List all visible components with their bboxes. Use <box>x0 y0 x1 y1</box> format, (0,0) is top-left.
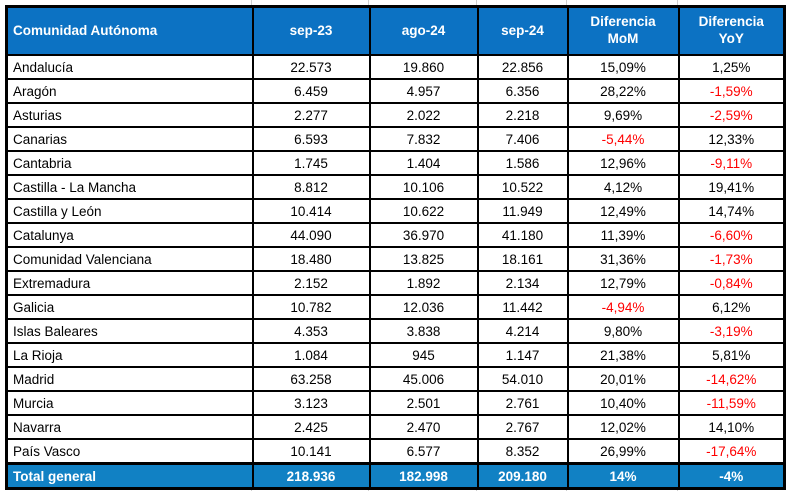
pct-cell[interactable]: 9,80% <box>568 319 679 343</box>
region-name-cell[interactable]: Catalunya <box>7 223 253 247</box>
region-name-cell[interactable]: Navarra <box>7 415 253 439</box>
region-name-cell[interactable]: Cantabria <box>7 151 253 175</box>
value-cell[interactable]: 1.084 <box>253 343 370 367</box>
value-cell[interactable]: 11.949 <box>478 199 568 223</box>
value-cell[interactable]: 45.006 <box>370 367 478 391</box>
pct-cell[interactable]: 4,12% <box>568 175 679 199</box>
header-cell-sep23[interactable] <box>253 7 370 56</box>
value-cell[interactable]: 6.356 <box>478 79 568 103</box>
header-row <box>7 7 785 56</box>
value-cell[interactable]: 2.425 <box>253 415 370 439</box>
value-cell[interactable]: 10.141 <box>253 439 370 464</box>
pct-cell[interactable]: -5,44% <box>568 127 679 151</box>
region-name-cell[interactable]: Comunidad Valenciana <box>7 247 253 271</box>
value-cell[interactable]: 2.470 <box>370 415 478 439</box>
pct-cell[interactable]: 5,81% <box>679 343 785 367</box>
pct-cell[interactable]: -6,60% <box>679 223 785 247</box>
value-cell[interactable]: 1.892 <box>370 271 478 295</box>
pct-cell[interactable]: 14,74% <box>679 199 785 223</box>
value-cell[interactable]: 2.152 <box>253 271 370 295</box>
table-row <box>7 175 785 199</box>
value-cell[interactable]: 2.218 <box>478 103 568 127</box>
value-cell[interactable]: 4.957 <box>370 79 478 103</box>
table-row <box>7 295 785 319</box>
value-cell[interactable]: 6.577 <box>370 439 478 464</box>
pct-cell[interactable]: 12,49% <box>568 199 679 223</box>
pct-cell[interactable]: -17,64% <box>679 439 785 464</box>
table-row <box>7 199 785 223</box>
value-cell[interactable]: 11.442 <box>478 295 568 319</box>
pct-cell[interactable]: -14,62% <box>679 367 785 391</box>
header-label-line2: MoM <box>607 31 639 46</box>
total-row <box>7 464 785 489</box>
value-cell[interactable]: 1.745 <box>253 151 370 175</box>
value-cell[interactable]: 12.036 <box>370 295 478 319</box>
header-label: sep-23 <box>289 22 333 38</box>
value-cell[interactable]: 36.970 <box>370 223 478 247</box>
total-label-cell[interactable]: Total general <box>7 464 253 489</box>
value-cell[interactable]: 8.812 <box>253 175 370 199</box>
pct-cell[interactable]: 21,38% <box>568 343 679 367</box>
value-cell[interactable]: 44.090 <box>253 223 370 247</box>
value-cell[interactable]: 3.123 <box>253 391 370 415</box>
value-cell[interactable]: 19.860 <box>370 55 478 79</box>
region-name-cell[interactable]: Extremadura <box>7 271 253 295</box>
total-yoy-cell[interactable]: -4% <box>679 464 785 489</box>
value-cell[interactable]: 1.586 <box>478 151 568 175</box>
region-name-cell[interactable]: Canarias <box>7 127 253 151</box>
region-name-cell[interactable]: País Vasco <box>7 439 253 464</box>
table-row <box>7 223 785 247</box>
table-row <box>7 55 785 79</box>
region-name-cell[interactable]: Castilla y León <box>7 199 253 223</box>
value-cell[interactable]: 2.501 <box>370 391 478 415</box>
table-row <box>7 343 785 367</box>
region-name-cell[interactable]: Aragón <box>7 79 253 103</box>
value-cell[interactable]: 6.593 <box>253 127 370 151</box>
table-row <box>7 319 785 343</box>
value-cell[interactable]: 10.782 <box>253 295 370 319</box>
region-name-cell[interactable]: Asturias <box>7 103 253 127</box>
region-name-cell[interactable]: Madrid <box>7 367 253 391</box>
pct-cell[interactable]: -3,19% <box>679 319 785 343</box>
total-ago24-cell[interactable]: 182.998 <box>370 464 478 489</box>
table-row <box>7 103 785 127</box>
pct-cell[interactable]: -11,59% <box>679 391 785 415</box>
value-cell[interactable]: 4.353 <box>253 319 370 343</box>
pct-cell[interactable]: 10,40% <box>568 391 679 415</box>
region-name-cell[interactable]: Islas Baleares <box>7 319 253 343</box>
table-header <box>7 7 785 56</box>
pct-cell[interactable]: 31,36% <box>568 247 679 271</box>
pct-cell[interactable]: -2,59% <box>679 103 785 127</box>
value-cell[interactable]: 2.761 <box>478 391 568 415</box>
value-cell[interactable]: 8.352 <box>478 439 568 464</box>
pct-cell[interactable]: 1,25% <box>679 55 785 79</box>
header-cell-diferencia-yoy[interactable] <box>679 7 785 56</box>
value-cell[interactable]: 22.856 <box>478 55 568 79</box>
total-mom-cell[interactable]: 14% <box>568 464 679 489</box>
pct-cell[interactable]: -1,73% <box>679 247 785 271</box>
value-cell[interactable]: 945 <box>370 343 478 367</box>
value-cell[interactable]: 18.161 <box>478 247 568 271</box>
pct-cell[interactable]: -9,11% <box>679 151 785 175</box>
pct-cell[interactable]: 9,69% <box>568 103 679 127</box>
header-cell-comunidad[interactable] <box>7 7 253 56</box>
pct-cell[interactable]: 20,01% <box>568 367 679 391</box>
pct-cell[interactable]: -0,84% <box>679 271 785 295</box>
table-row <box>7 367 785 391</box>
table-row <box>7 391 785 415</box>
pct-cell[interactable]: 12,79% <box>568 271 679 295</box>
pct-cell[interactable]: -1,59% <box>679 79 785 103</box>
region-name-cell[interactable]: La Rioja <box>7 343 253 367</box>
table-footer <box>7 464 785 489</box>
value-cell[interactable]: 63.258 <box>253 367 370 391</box>
header-label: sep-24 <box>501 22 544 38</box>
value-cell[interactable]: 10.622 <box>370 199 478 223</box>
header-cell-ago24[interactable] <box>370 7 478 56</box>
regions-data-table <box>5 5 786 490</box>
value-cell[interactable]: 22.573 <box>253 55 370 79</box>
table-row <box>7 415 785 439</box>
pct-cell[interactable]: 14,10% <box>679 415 785 439</box>
table-row <box>7 79 785 103</box>
value-cell[interactable]: 13.825 <box>370 247 478 271</box>
value-cell[interactable]: 2.134 <box>478 271 568 295</box>
pct-cell[interactable]: 6,12% <box>679 295 785 319</box>
value-cell[interactable]: 6.459 <box>253 79 370 103</box>
value-cell[interactable]: 18.480 <box>253 247 370 271</box>
pct-cell[interactable]: 12,02% <box>568 415 679 439</box>
region-name-cell[interactable]: Murcia <box>7 391 253 415</box>
pct-cell[interactable]: -4,94% <box>568 295 679 319</box>
region-name-cell[interactable]: Andalucía <box>7 55 253 79</box>
value-cell[interactable]: 54.010 <box>478 367 568 391</box>
pct-cell[interactable]: 11,39% <box>568 223 679 247</box>
value-cell[interactable]: 1.147 <box>478 343 568 367</box>
table-row <box>7 151 785 175</box>
pct-cell[interactable]: 12,33% <box>679 127 785 151</box>
region-name-cell[interactable]: Galicia <box>7 295 253 319</box>
table-row <box>7 127 785 151</box>
value-cell[interactable]: 7.832 <box>370 127 478 151</box>
table-row <box>7 439 785 464</box>
value-cell[interactable]: 2.277 <box>253 103 370 127</box>
table-row <box>7 247 785 271</box>
value-cell[interactable]: 41.180 <box>478 223 568 247</box>
value-cell[interactable]: 3.838 <box>370 319 478 343</box>
header-cell-sep24[interactable] <box>478 7 568 56</box>
value-cell[interactable]: 10.522 <box>478 175 568 199</box>
header-label-line2: YoY <box>718 31 744 46</box>
header-label: Comunidad Autónoma <box>13 22 158 38</box>
pct-cell[interactable]: 19,41% <box>679 175 785 199</box>
pct-cell[interactable]: 28,22% <box>568 79 679 103</box>
table-body <box>7 55 785 464</box>
value-cell[interactable]: 7.406 <box>478 127 568 151</box>
pct-cell[interactable]: 26,99% <box>568 439 679 464</box>
value-cell[interactable]: 10.414 <box>253 199 370 223</box>
table-row <box>7 271 785 295</box>
header-label: ago-24 <box>401 22 446 38</box>
pct-cell[interactable]: 12,96% <box>568 151 679 175</box>
pct-cell[interactable]: 15,09% <box>568 55 679 79</box>
value-cell[interactable]: 2.767 <box>478 415 568 439</box>
region-name-cell[interactable]: Castilla - La Mancha <box>7 175 253 199</box>
header-cell-diferencia-mom[interactable] <box>568 7 679 56</box>
value-cell[interactable]: 2.022 <box>370 103 478 127</box>
header-label: Diferencia <box>590 14 656 30</box>
value-cell[interactable]: 4.214 <box>478 319 568 343</box>
total-sep23-cell[interactable]: 218.936 <box>253 464 370 489</box>
value-cell[interactable]: 10.106 <box>370 175 478 199</box>
header-label: Diferencia <box>698 14 764 30</box>
value-cell[interactable]: 1.404 <box>370 151 478 175</box>
total-sep24-cell[interactable]: 209.180 <box>478 464 568 489</box>
